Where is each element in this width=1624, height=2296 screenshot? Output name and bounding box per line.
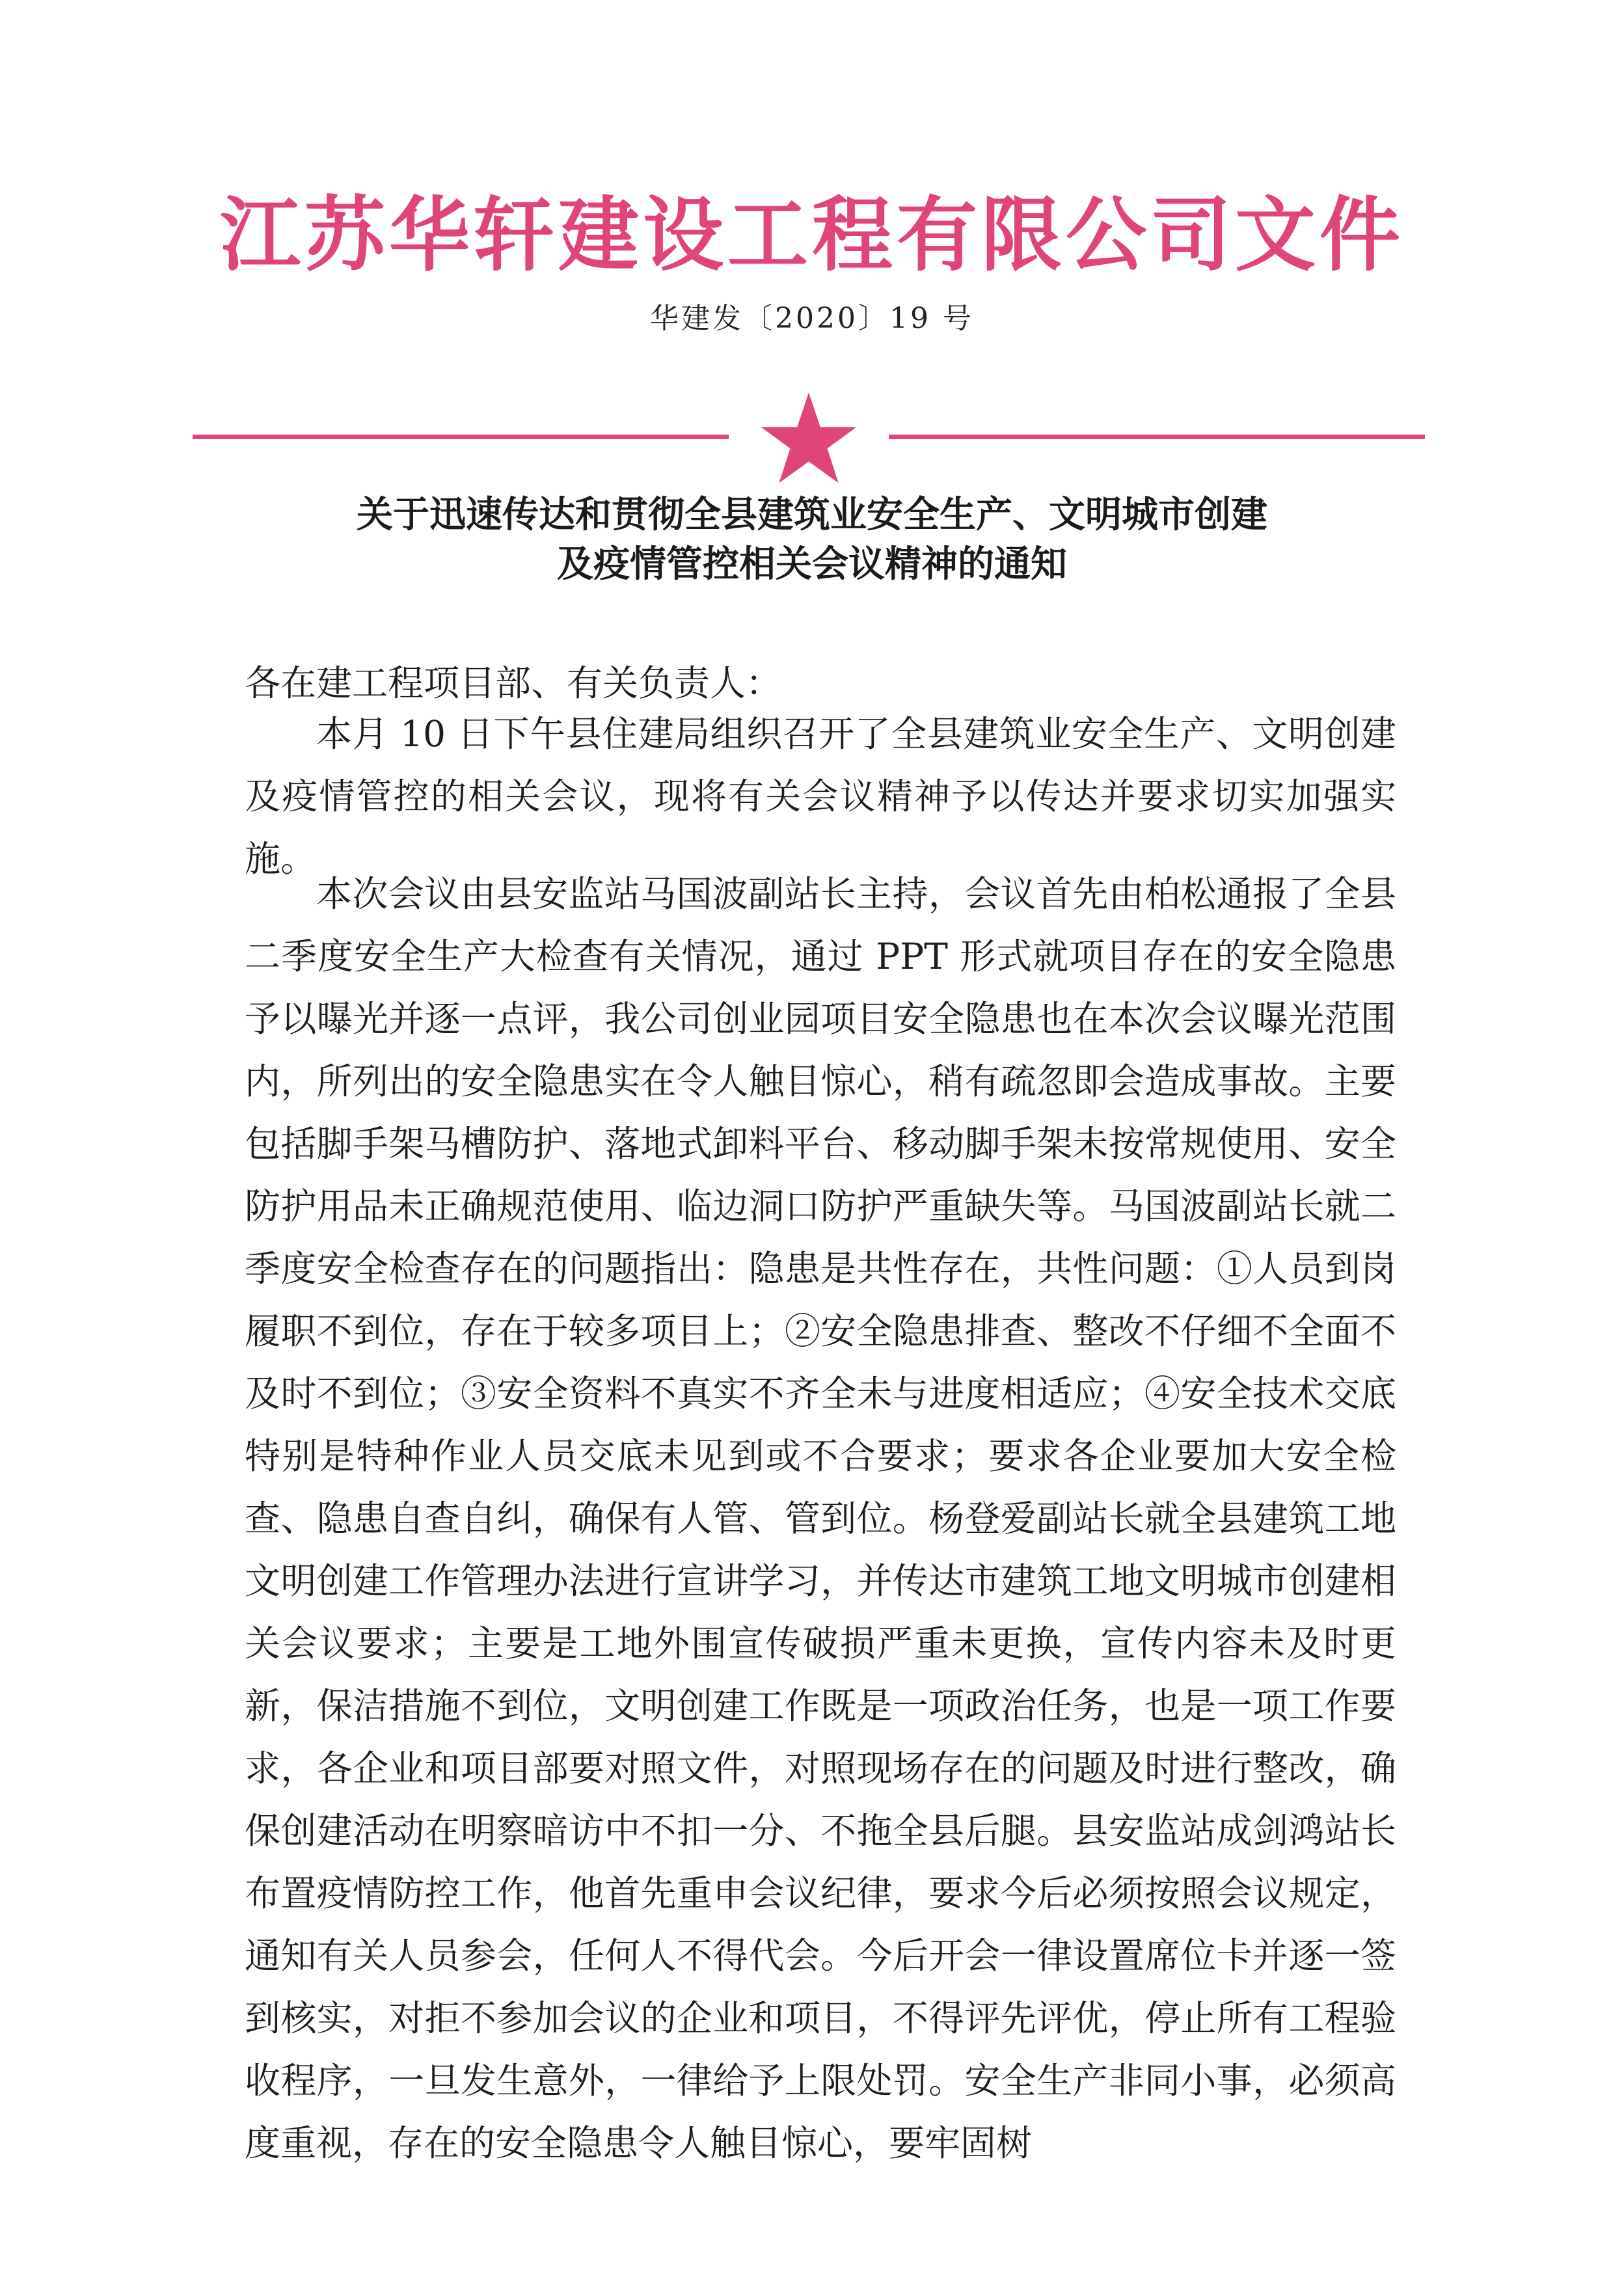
red-header-title: 江苏华轩建设工程有限公司文件 — [219, 189, 1404, 282]
salutation: 各在建工程项目部、有关负责人： — [245, 662, 782, 704]
red-divider-right — [889, 435, 1425, 439]
notice-title-line-2: 及疫情管控相关会议精神的通知 — [557, 543, 1067, 586]
body-paragraph-1: 本月 10 日下午县住建局组织召开了全县建筑业安全生产、文明创建及疫情管控的相关会议，现将有关会议精神予以传达并要求切实加强实施。 — [245, 713, 1396, 880]
red-divider-left — [193, 435, 729, 439]
red-star-icon — [760, 392, 858, 485]
body-paragraph-2: 本次会议由县安监站马国波副站长主持，会议首先由柏松通报了全县二季度安全生产大检查有关情况，通过 PPT 形式就项目存在的安全隐患予以曝光并逐一点评，我公司创业园项目安全隐患也在本次会议曝光范围内，所列出的安全隐患实在令人触目惊心，稍有疏忽即会造成事故。主要包括脚手架马槽防护、落地式卸料平台、移动脚手架未按常规使用、安全防护用品未正确规范使用、临边洞口防护严重缺失等。马国波副站长就二季度安全检查存在的问题指出：隐患是共性存在，共性问题：①人员到岗履职不到位，存在于较多项目上；②安全隐患排查、整改不仔细不全面不及时不到位；③安全资料不真实不齐全未与进度相适应；④安全技术交底特别是特种作业人员交底未见到或不合要求；要求各企业要加大安全检查、隐患自查自纠，确保有人管、管到位。杨登爱副站长就全县建筑工地文明创建工作管理办法进行宣讲学习，并传达市建筑工地文明城市创建相关会议要求；主要是工地外围宣传破损严重未更换，宣传内容未及时更新，保洁措施不到位，文明创建工作既是一项政治任务，也是一项工作要求，各企业和项目部要对照文件，对照现场存在的问题及时进行整改，确保创建活动在明察暗访中不扣一分、不拖全县后腿。县安监站成剑鸿站长布置疫情防控工作，他首先重申会议纪律，要求今后必须按照会议规定，通知有关人员参会，任何人不得代会。今后开会一律设置席位卡并逐一签到核实，对拒不参加会议的企业和项目，不得评先评优，停止所有工程验收程序，一旦发生意外，一律给予上限处罚。安全生产非同小事，必须高度重视，存在的安全隐患令人触目惊心，要牢固树 — [245, 873, 1396, 2164]
document-number: 华建发〔2020〕19 号 — [650, 302, 974, 335]
notice-title-line-1: 关于迅速传达和贯彻全县建筑业安全生产、文明城市创建 — [357, 494, 1267, 536]
